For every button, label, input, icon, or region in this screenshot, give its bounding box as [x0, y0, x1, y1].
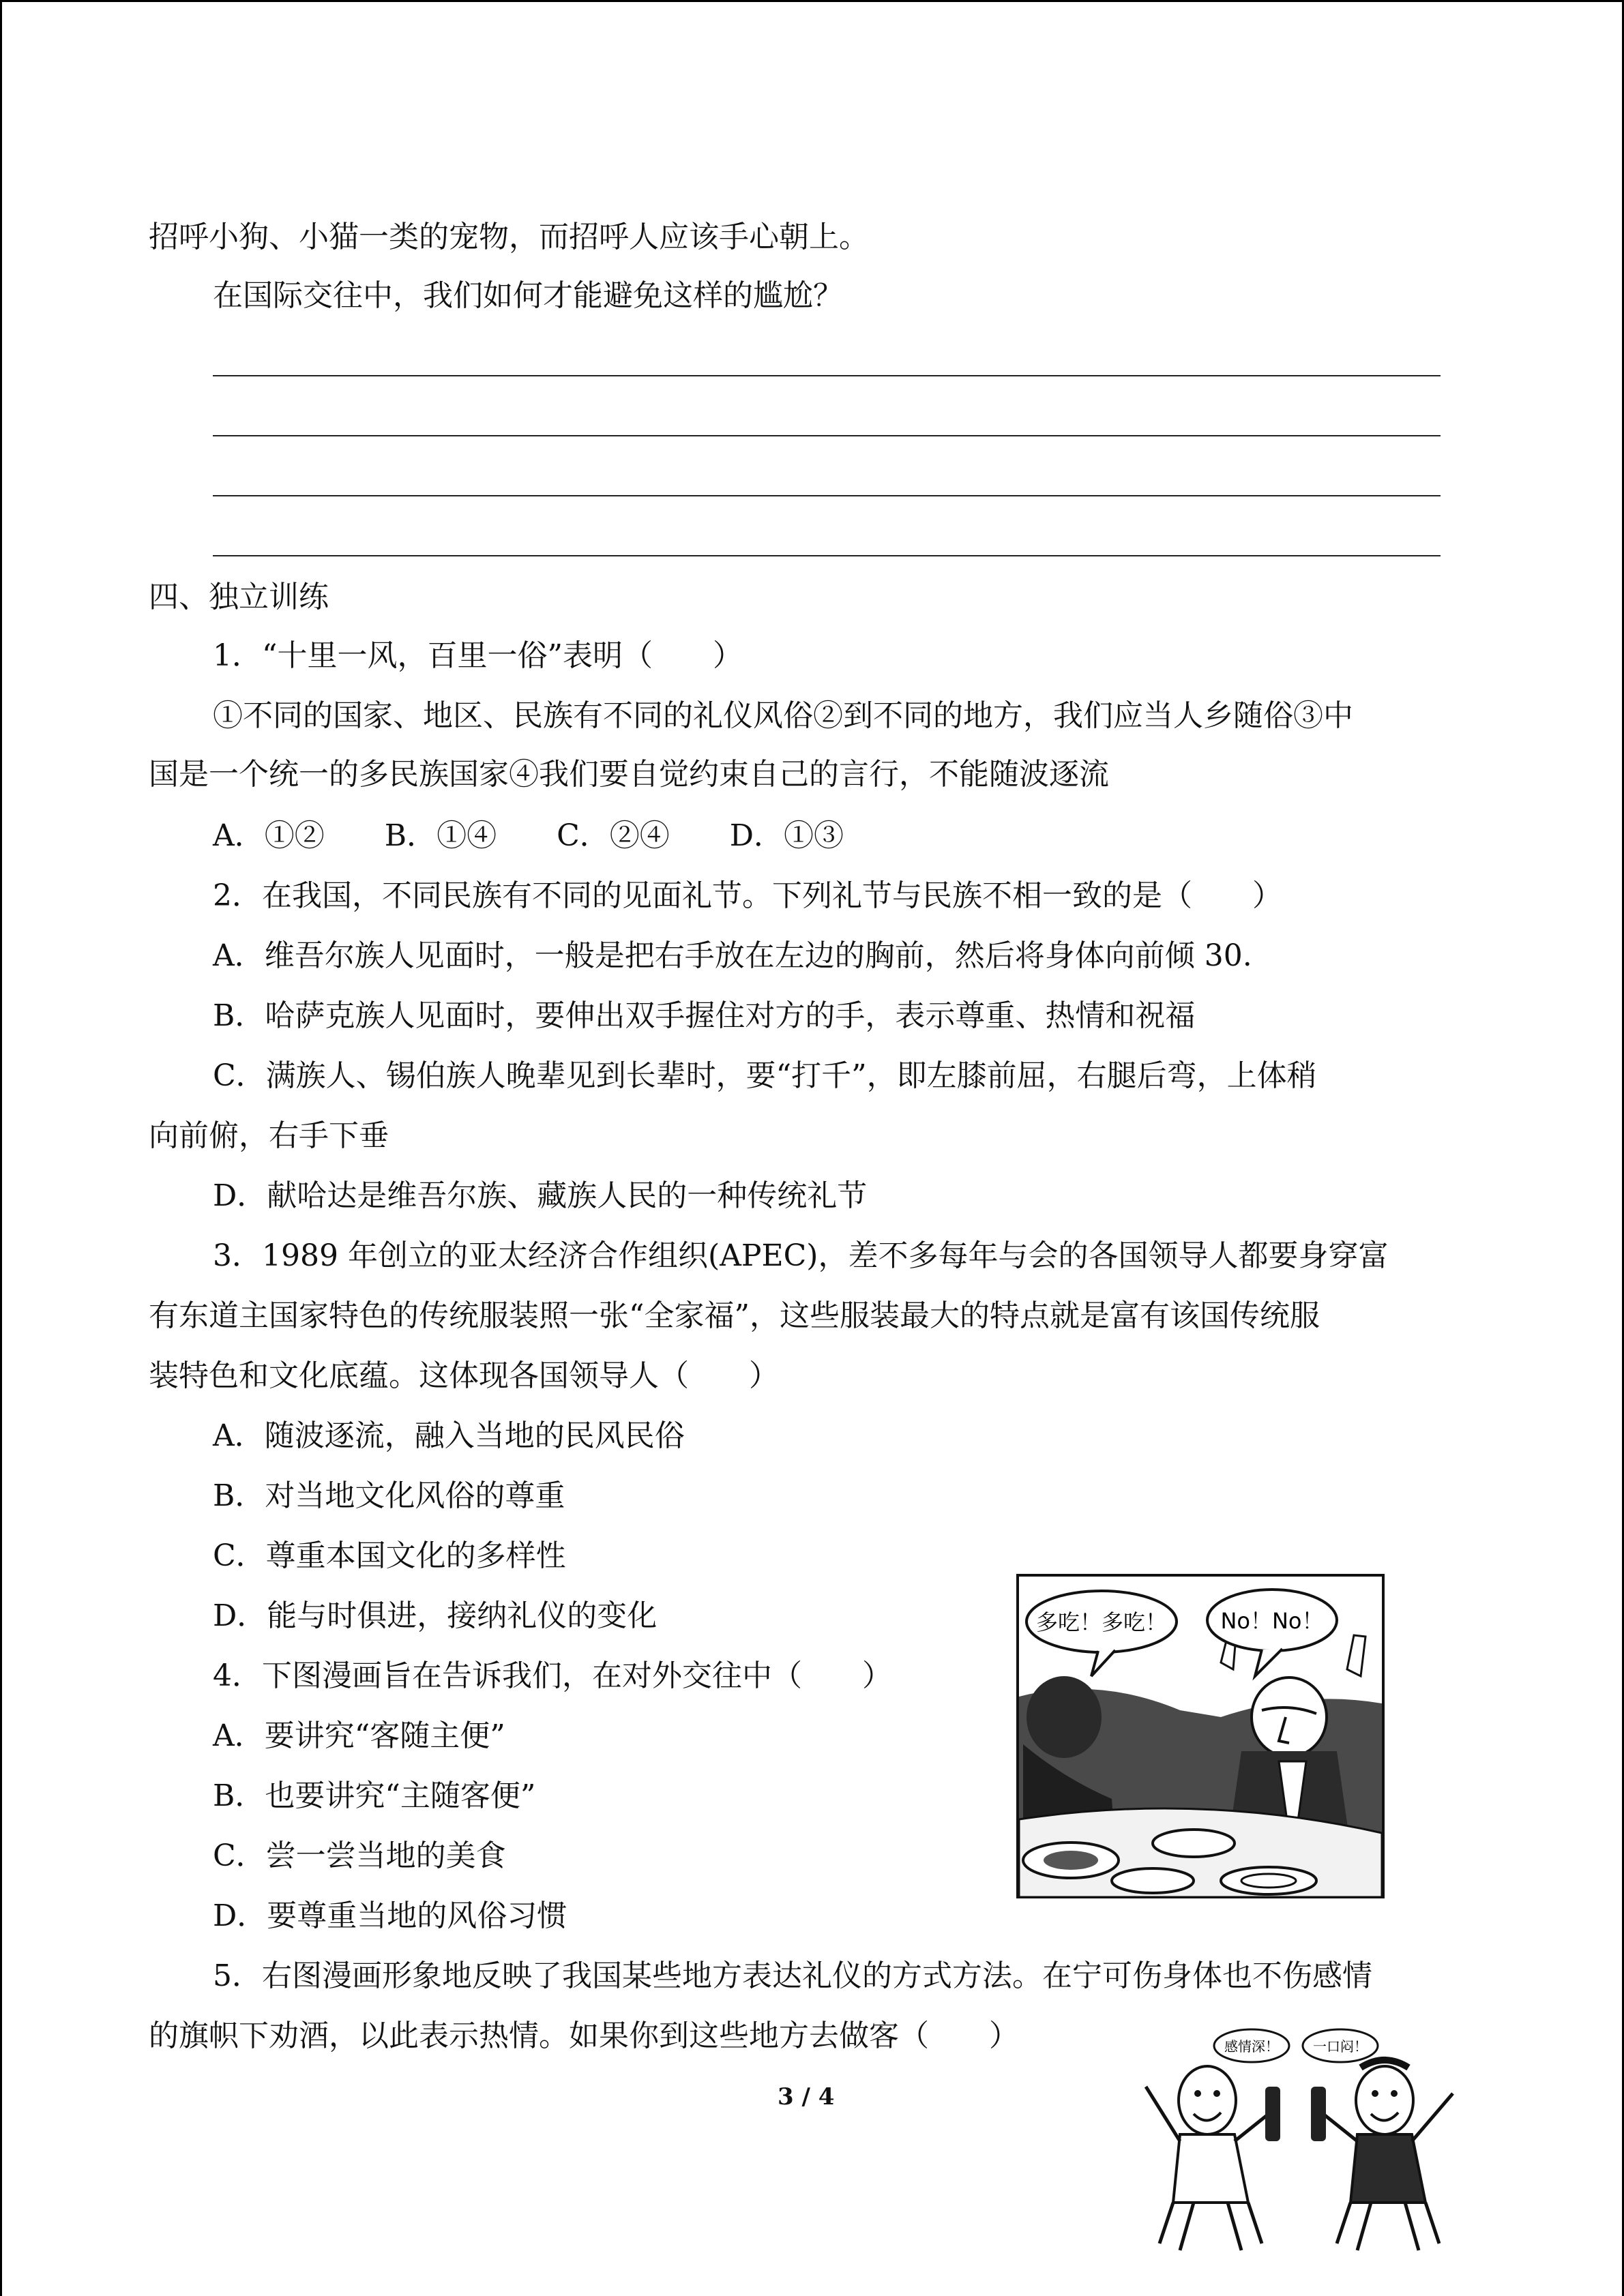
answer-line-2[interactable]: [213, 435, 1441, 436]
q3-stem-line1: 3．1989 年创立的亚太经济合作组织(APEC)，差不多每年与会的各国领导人都要身穿富: [213, 1238, 1389, 1273]
q5-stem-line1: 5．右图漫画形象地反映了我国某些地方表达礼仪的方式方法。在宁可伤身体也不伤感情: [213, 1958, 1372, 1993]
q3-option-a: A．随波逐流，融入当地的民风民俗: [213, 1418, 685, 1453]
cartoon-right-bubble-text: No！No！: [1220, 1608, 1324, 1634]
section-heading: 四、独立训练: [149, 580, 329, 614]
intro-question: 在国际交往中，我们如何才能避免这样的尴尬？: [213, 278, 843, 313]
q2-option-c-line1: C．满族人、锡伯族人晚辈见到长辈时，要“打千”，即左膝前屈，右腿后弯，上体稍: [213, 1058, 1317, 1093]
q4-option-c: C．尝一尝当地的美食: [213, 1838, 506, 1873]
cartoon-left-bubble-text: 多吃！多吃！: [1035, 1609, 1168, 1635]
q2-option-c-line2: 向前俯，右手下垂: [149, 1118, 389, 1153]
q2-option-a: A．维吾尔族人见面时，一般是把右手放在左边的胸前，然后将身体向前倾 30.: [213, 938, 1252, 973]
q4-option-d: D．要尊重当地的风俗习惯: [213, 1898, 567, 1933]
q1-statement-line1: ①不同的国家、地区、民族有不同的礼仪风俗②到不同的地方，我们应当人乡随俗③中: [213, 698, 1353, 733]
q5-stem-line2: 的旗帜下劝酒，以此表示热情。如果你到这些地方去做客（ ）: [149, 2018, 1019, 2053]
dining-cartoon: [1016, 1574, 1385, 1898]
q2-option-b: B．哈萨克族人见面时，要伸出双手握住对方的手，表示尊重、热情和祝福: [213, 998, 1196, 1033]
q2-option-d: D．献哈达是维吾尔族、藏族人民的一种传统礼节: [213, 1178, 868, 1213]
q1-stem: 1．“十里一风，百里一俗”表明（ ）: [213, 638, 743, 673]
q3-stem-line3: 装特色和文化底蕴。这体现各国领导人（ ）: [149, 1358, 779, 1393]
q3-option-d: D．能与时俱进，接纳礼仪的变化: [213, 1598, 658, 1633]
q4-stem: 4．下图漫画旨在告诉我们，在对外交往中（ ）: [213, 1658, 892, 1693]
drinking-cartoon: [1132, 2025, 1473, 2257]
page-number: 3 / 4: [778, 2083, 835, 2111]
answer-line-4[interactable]: [213, 555, 1441, 556]
answer-line-3[interactable]: [213, 495, 1441, 496]
q3-option-c: C．尊重本国文化的多样性: [213, 1538, 566, 1573]
q1-statement-line2: 国是一个统一的多民族国家④我们要自觉约束自己的言行，不能随波逐流: [149, 757, 1109, 792]
q3-stem-line2: 有东道主国家特色的传统服装照一张“全家福”，这些服装最大的特点就是富有该国传统服: [149, 1298, 1320, 1333]
answer-line-1[interactable]: [213, 375, 1441, 376]
q1-options: A．①② B．①④ C．②④ D．①③: [213, 818, 844, 853]
q3-option-b: B．对当地文化风俗的尊重: [213, 1478, 565, 1513]
cartoon-bubble-right-text: 一口闷！: [1313, 2038, 1368, 2055]
intro-line: 招呼小狗、小猫一类的宠物，而招呼人应该手心朝上。: [149, 220, 869, 254]
q2-stem: 2．在我国，不同民族有不同的见面礼节。下列礼节与民族不相一致的是（ ）: [213, 878, 1282, 913]
cartoon-bubble-left-text: 感情深！: [1224, 2038, 1279, 2055]
q4-option-a: A．要讲究“客随主便”: [213, 1718, 505, 1753]
page-border-left: [0, 0, 2, 2296]
q4-option-b: B．也要讲究“主随客便”: [213, 1778, 536, 1813]
page-border-top: [0, 0, 1624, 2]
